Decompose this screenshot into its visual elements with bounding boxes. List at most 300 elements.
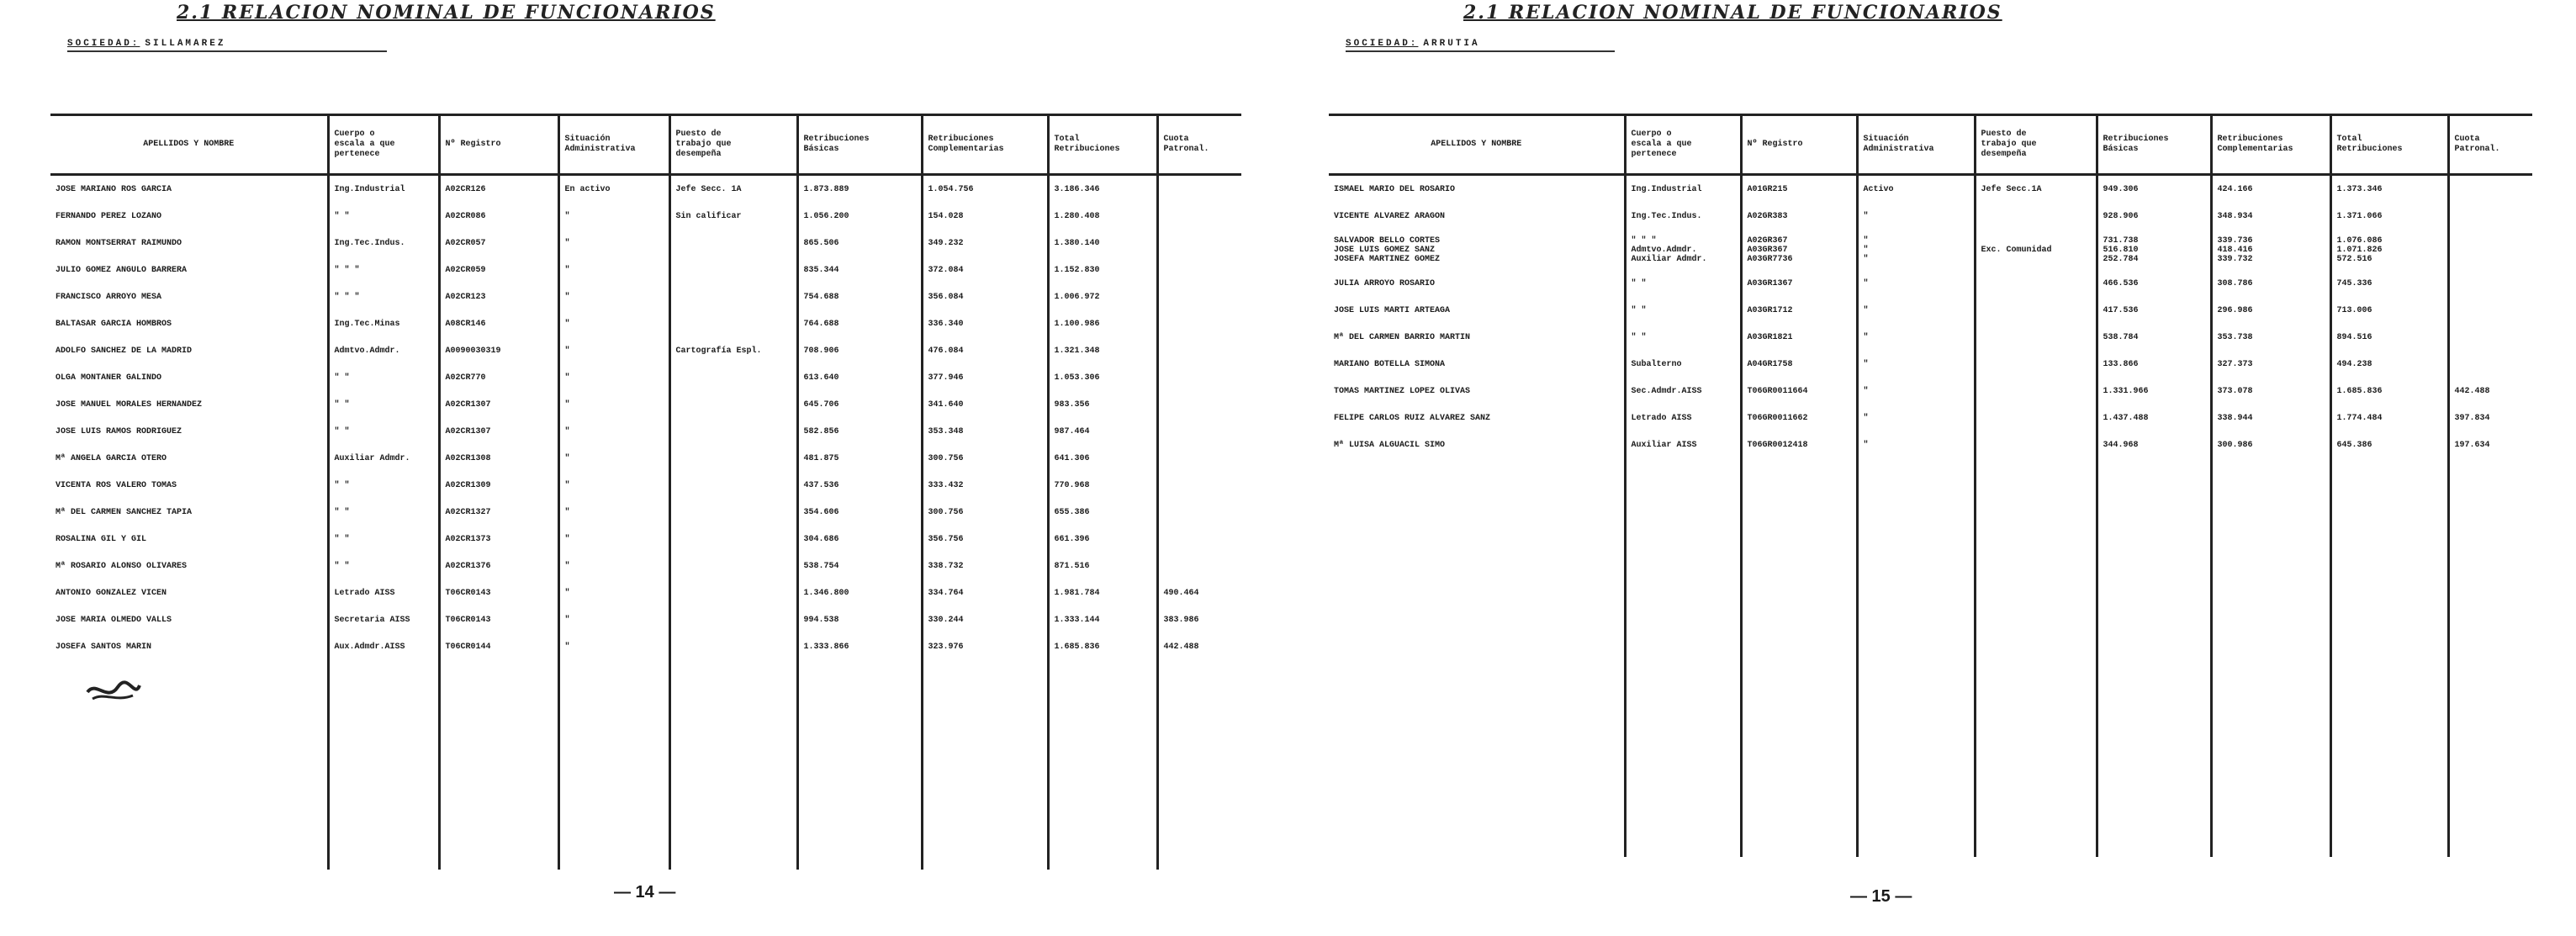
table-cell: [1975, 297, 2097, 324]
table-cell: [669, 472, 797, 499]
entity-value: SILLAMAREZ: [145, 39, 226, 49]
table-cell: Letrado AISS: [1625, 405, 1741, 431]
table-cell: [1157, 175, 1241, 204]
table-cell: [669, 256, 797, 283]
table-cell: A01GR215: [1741, 175, 1857, 204]
table-cell: A02CR1327: [439, 499, 558, 526]
table-row: [1329, 230, 2532, 270]
table-cell: 1.981.784: [1048, 579, 1157, 606]
table-cell: 770.968: [1048, 472, 1157, 499]
column-header: Retribuciones Complementarias: [2211, 115, 2330, 175]
table-cell: 197.634: [2448, 431, 2532, 458]
table-cell: 353.348: [922, 418, 1048, 445]
page-left: [34, 0, 1262, 936]
table-cell: 1.280.408: [1048, 203, 1157, 230]
table-cell: 300.756: [922, 499, 1048, 526]
table-cell: 373.078: [2211, 378, 2330, 405]
table-cell: ": [1857, 324, 1975, 351]
table-cell: 333.432: [922, 472, 1048, 499]
table-cell: " ": [1625, 297, 1741, 324]
table-cell: ROSALINA GIL Y GIL: [56, 534, 147, 544]
table-cell: 3.186.346: [1048, 175, 1157, 204]
table-cell: ": [1857, 297, 1975, 324]
table-cell: 133.866: [2097, 351, 2211, 378]
table-cell: 442.488: [1157, 633, 1241, 660]
table-cell: Ing.Tec.Indus.: [328, 230, 439, 256]
table-row: [1329, 405, 2532, 431]
table-cell: [797, 660, 922, 870]
table-cell: TOMAS MARTINEZ LOPEZ OLIVAS: [1334, 386, 1471, 396]
table-row: [50, 445, 1241, 472]
table-cell: 745.336: [2330, 270, 2448, 297]
table-cell: 1.437.488: [2097, 405, 2211, 431]
table-cell: 1.346.800: [797, 579, 922, 606]
table-cell: 1.331.966: [2097, 378, 2211, 405]
table-cell: [439, 660, 558, 870]
table-row: [1329, 351, 2532, 378]
table-cell: 300.986: [2211, 431, 2330, 458]
column-header: Nº Registro: [1741, 115, 1857, 175]
table-cell: ": [558, 283, 669, 310]
table-cell: T06GR0012418: [1741, 431, 1857, 458]
table-cell: 731.738 516.810 252.784: [2097, 230, 2211, 270]
table-cell: Jefe Secc. 1A: [669, 175, 797, 204]
table-cell: 1.100.986: [1048, 310, 1157, 337]
table-cell: JOSE LUIS MARTI ARTEAGA: [1334, 305, 1451, 315]
table-cell: ": [558, 579, 669, 606]
table-row: [1329, 297, 2532, 324]
table-row: [50, 203, 1241, 230]
table-cell: 754.688: [797, 283, 922, 310]
table-cell: [1048, 660, 1157, 870]
table-cell: [2448, 270, 2532, 297]
table-cell: ANTONIO GONZALEZ VICEN: [56, 588, 167, 598]
table-row: [50, 230, 1241, 256]
table-cell: 330.244: [922, 606, 1048, 633]
table-cell: 613.640: [797, 364, 922, 391]
table-cell: [669, 230, 797, 256]
table-cell: A02CR126: [439, 175, 558, 204]
table-cell: " ": [328, 553, 439, 579]
table-cell: 645.386: [2330, 431, 2448, 458]
column-header: Retribuciones Básicas: [2097, 115, 2211, 175]
table-cell: A03GR1821: [1741, 324, 1857, 351]
table-cell: A0090030319: [439, 337, 558, 364]
table-cell: T06GR0011664: [1741, 378, 1857, 405]
table-cell: JOSE MANUEL MORALES HERNANDEZ: [56, 399, 203, 410]
table-cell: [1157, 472, 1241, 499]
table-cell: " ": [328, 499, 439, 526]
handwritten-mark-icon: [84, 677, 143, 707]
table-cell: ": [1857, 270, 1975, 297]
table-cell: 538.754: [797, 553, 922, 579]
table-cell: " ": [1625, 324, 1741, 351]
table-cell: 490.464: [1157, 579, 1241, 606]
table-cell: A04GR1758: [1741, 351, 1857, 378]
table-cell: Sin calificar: [669, 203, 797, 230]
table-cell: Mª DEL CARMEN BARRIO MARTIN: [1334, 332, 1471, 342]
table-cell: 538.784: [2097, 324, 2211, 351]
table-cell: Auxiliar AISS: [1625, 431, 1741, 458]
entity-line: [67, 39, 387, 52]
column-header: Cuota Patronal.: [2448, 115, 2532, 175]
table-cell: [669, 660, 797, 870]
page-title: 2.1 RELACION NOMINAL DE FUNCIONARIOS: [177, 2, 716, 24]
table-cell: 708.906: [797, 337, 922, 364]
table-row: [50, 553, 1241, 579]
table-row: [50, 633, 1241, 660]
table-row: [50, 256, 1241, 283]
table-cell: [922, 660, 1048, 870]
table-row: [50, 499, 1241, 526]
table-cell: Subalterno: [1625, 351, 1741, 378]
table-cell: A02CR770: [439, 364, 558, 391]
table-cell: [328, 660, 439, 870]
column-header: Cuerpo o escala a que pertenece: [1625, 115, 1741, 175]
column-header: Situación Administrativa: [1857, 115, 1975, 175]
table-cell: " " ": [328, 256, 439, 283]
table-cell: 987.464: [1048, 418, 1157, 445]
table-cell: 348.934: [2211, 203, 2330, 230]
table-cell: [2448, 351, 2532, 378]
column-header: Cuerpo o escala a que pertenece: [328, 115, 439, 175]
table-cell: [669, 553, 797, 579]
table-cell: [669, 418, 797, 445]
table-cell: [558, 660, 669, 870]
table-cell: 341.640: [922, 391, 1048, 418]
table-cell: Ing.Tec.Indus.: [1625, 203, 1741, 230]
table-cell: 327.373: [2211, 351, 2330, 378]
table-cell: ": [558, 499, 669, 526]
table-cell: 1.371.066: [2330, 203, 2448, 230]
table-row: [50, 337, 1241, 364]
table-cell: 894.516: [2330, 324, 2448, 351]
table-cell: [1625, 458, 1741, 857]
table-cell: SALVADOR BELLO CORTES JOSE LUIS GOMEZ SANZ JOSEFA MARTINEZ GOMEZ: [1334, 235, 1441, 264]
table-row: [1329, 378, 2532, 405]
table-cell: " " " Admtvo.Admdr. Auxiliar Admdr.: [1625, 230, 1741, 270]
table-cell: 764.688: [797, 310, 922, 337]
table-cell: 372.084: [922, 256, 1048, 283]
table-cell: A02CR1307: [439, 418, 558, 445]
table-cell: 713.006: [2330, 297, 2448, 324]
table-cell: 1.054.756: [922, 175, 1048, 204]
table-cell: 476.084: [922, 337, 1048, 364]
table-cell: [2448, 324, 2532, 351]
table-cell: [2448, 458, 2532, 857]
table-cell: 655.386: [1048, 499, 1157, 526]
table-cell: 437.536: [797, 472, 922, 499]
table-header-row: [1329, 115, 2532, 175]
table-cell: [2448, 203, 2532, 230]
table-cell: T06GR0011662: [1741, 405, 1857, 431]
table-cell: A02CR1309: [439, 472, 558, 499]
table-cell: 334.764: [922, 579, 1048, 606]
table-cell: 424.166: [2211, 175, 2330, 204]
table-row: [1329, 175, 2532, 204]
table-cell: [669, 364, 797, 391]
table-row: [50, 526, 1241, 553]
table-cell: [1157, 526, 1241, 553]
table-cell: [1157, 310, 1241, 337]
table-cell: 154.028: [922, 203, 1048, 230]
table-cell: 383.986: [1157, 606, 1241, 633]
table-cell: ADOLFO SANCHEZ DE LA MADRID: [56, 346, 193, 356]
table-cell: 582.856: [797, 418, 922, 445]
table-cell: A03GR1712: [1741, 297, 1857, 324]
table-cell: 1.373.346: [2330, 175, 2448, 204]
table-cell: 835.344: [797, 256, 922, 283]
table-cell: 356.084: [922, 283, 1048, 310]
entity-label: SOCIEDAD:: [1346, 39, 1419, 49]
table-cell: JOSE MARIA OLMEDO VALLS: [56, 615, 172, 625]
table-cell: ": [558, 391, 669, 418]
table-row: [50, 175, 1241, 204]
table-cell: ": [558, 203, 669, 230]
table-cell: [1975, 378, 2097, 405]
table-cell: Ing.Industrial: [1625, 175, 1741, 204]
table-cell: 871.516: [1048, 553, 1157, 579]
column-header: Puesto de trabajo que desempeña: [669, 115, 797, 175]
column-header: Puesto de trabajo que desempeña: [1975, 115, 2097, 175]
table-row: [50, 283, 1241, 310]
table-cell: JOSE LUIS RAMOS RODRIGUEZ: [56, 426, 182, 436]
table-cell: [669, 445, 797, 472]
entity-label: SOCIEDAD:: [67, 39, 140, 49]
table-cell: JULIA ARROYO ROSARIO: [1334, 278, 1436, 288]
column-header: Nº Registro: [439, 115, 558, 175]
table-cell: " ": [328, 203, 439, 230]
table-cell: 397.834: [2448, 405, 2532, 431]
table-cell: [1975, 405, 2097, 431]
table-cell: 1.006.972: [1048, 283, 1157, 310]
table-cell: [669, 526, 797, 553]
table-cell: OLGA MONTANER GALINDO: [56, 373, 162, 383]
table-cell: Mª ROSARIO ALONSO OLIVARES: [56, 561, 188, 571]
table-cell: [2448, 297, 2532, 324]
table-cell: " ": [328, 364, 439, 391]
table-row: [50, 391, 1241, 418]
table-cell: FELIPE CARLOS RUIZ ALVAREZ SANZ: [1334, 413, 1491, 423]
table-cell: [1975, 203, 2097, 230]
table-cell: " " ": [328, 283, 439, 310]
table-cell: [1157, 445, 1241, 472]
table-cell: ": [558, 230, 669, 256]
table-cell: Sec.Admdr.AISS: [1625, 378, 1741, 405]
table-cell: [1157, 230, 1241, 256]
column-header: Retribuciones Básicas: [797, 115, 922, 175]
table-cell: ": [558, 310, 669, 337]
table-cell: T06CR0143: [439, 606, 558, 633]
table-cell: [669, 391, 797, 418]
entity-value: ARRUTIA: [1423, 39, 1480, 49]
table-cell: 308.786: [2211, 270, 2330, 297]
table-cell: [1157, 256, 1241, 283]
table-cell: Mª ANGELA GARCIA OTERO: [56, 453, 167, 463]
table-body: [1329, 175, 2532, 858]
table-cell: 949.306: [2097, 175, 2211, 204]
table-cell: 645.706: [797, 391, 922, 418]
table-cell: 983.356: [1048, 391, 1157, 418]
table-cell: ": [1857, 203, 1975, 230]
table-body: [50, 175, 1241, 870]
table-cell: Activo: [1857, 175, 1975, 204]
table-cell: ISMAEL MARIO DEL ROSARIO: [1334, 184, 1456, 194]
table-cell: 641.306: [1048, 445, 1157, 472]
table-row: [1329, 324, 2532, 351]
table-cell: Aux.Admdr.AISS: [328, 633, 439, 660]
table-cell: [1157, 499, 1241, 526]
table-cell: " " ": [1857, 230, 1975, 270]
table-cell: Mª DEL CARMEN SANCHEZ TAPIA: [56, 507, 193, 517]
column-header: Total Retribuciones: [1048, 115, 1157, 175]
table-cell: A02GR383: [1741, 203, 1857, 230]
table-cell: 1.076.086 1.071.826 572.516: [2330, 230, 2448, 270]
table-row: [50, 472, 1241, 499]
table-cell: 296.986: [2211, 297, 2330, 324]
table-cell: [1329, 458, 1625, 857]
table-cell: 349.232: [922, 230, 1048, 256]
table-cell: 304.686: [797, 526, 922, 553]
table-cell: 481.875: [797, 445, 922, 472]
column-header: Situación Administrativa: [558, 115, 669, 175]
table-cell: A08CR146: [439, 310, 558, 337]
table-cell: 928.906: [2097, 203, 2211, 230]
entity-line: [1346, 39, 1615, 52]
table-cell: A02GR367 A03GR367 A03GR7736: [1741, 230, 1857, 270]
table-cell: 1.873.889: [797, 175, 922, 204]
table-cell: MARIANO BOTELLA SIMONA: [1334, 359, 1446, 369]
table-cell: 661.396: [1048, 526, 1157, 553]
table-cell: ": [558, 633, 669, 660]
table-header-row: [50, 115, 1241, 175]
table-cell: [1157, 203, 1241, 230]
table-cell: " ": [328, 418, 439, 445]
table-cell: [669, 579, 797, 606]
table-cell: 442.488: [2448, 378, 2532, 405]
page-right: [1312, 0, 2557, 936]
table-cell: ": [1857, 351, 1975, 378]
table-cell: [1975, 351, 2097, 378]
table-cell: Ing.Industrial: [328, 175, 439, 204]
table-cell: [1975, 270, 2097, 297]
table-cell: 466.536: [2097, 270, 2211, 297]
officials-table: [1329, 114, 2532, 857]
table-cell: 1.333.866: [797, 633, 922, 660]
table-cell: Letrado AISS: [328, 579, 439, 606]
page-title: 2.1 RELACION NOMINAL DE FUNCIONARIOS: [1463, 2, 2002, 24]
table-cell: A02CR1373: [439, 526, 558, 553]
table-cell: ": [558, 526, 669, 553]
table-row: [50, 310, 1241, 337]
table-cell: [1975, 324, 2097, 351]
table-cell: 338.944: [2211, 405, 2330, 431]
table-cell: 356.756: [922, 526, 1048, 553]
table-cell: [1157, 364, 1241, 391]
table-cell: Secretaria AISS: [328, 606, 439, 633]
column-header: APELLIDOS Y NOMBRE: [50, 115, 328, 175]
table-cell: 323.976: [922, 633, 1048, 660]
table-cell: ": [1857, 378, 1975, 405]
table-cell: BALTASAR GARCIA HOMBROS: [56, 319, 172, 329]
table-cell: [2448, 175, 2532, 204]
table-cell: ": [558, 418, 669, 445]
table-cell: " ": [328, 391, 439, 418]
table-cell: Jefe Secc.1A: [1975, 175, 2097, 204]
table-cell: A02CR1376: [439, 553, 558, 579]
table-cell: 1.685.836: [2330, 378, 2448, 405]
table-cell: 1.774.484: [2330, 405, 2448, 431]
table-cell: 377.946: [922, 364, 1048, 391]
table-cell: ": [558, 606, 669, 633]
table-cell: RAMON MONTSERRAT RAIMUNDO: [56, 238, 182, 248]
table-cell: 865.506: [797, 230, 922, 256]
table-row: [50, 579, 1241, 606]
table-cell: 353.738: [2211, 324, 2330, 351]
officials-table: [50, 114, 1241, 870]
table-row: [50, 364, 1241, 391]
table-row: [1329, 431, 2532, 458]
table-cell: [1157, 553, 1241, 579]
table-cell: VICENTE ALVAREZ ARAGON: [1334, 211, 1446, 221]
table-cell: JOSE MARIANO ROS GARCIA: [56, 184, 172, 194]
table-cell: 417.536: [2097, 297, 2211, 324]
column-header: APELLIDOS Y NOMBRE: [1329, 115, 1625, 175]
table-cell: [669, 499, 797, 526]
table-cell: ": [558, 364, 669, 391]
table-cell: JOSEFA SANTOS MARIN: [56, 642, 152, 652]
table-cell: En activo: [558, 175, 669, 204]
column-header: Retribuciones Complementarias: [922, 115, 1048, 175]
table-cell: A02CR123: [439, 283, 558, 310]
table-cell: [1157, 283, 1241, 310]
table-cell: [1975, 458, 2097, 857]
table-cell: [1157, 418, 1241, 445]
table-cell: ": [558, 337, 669, 364]
table-cell: ": [558, 553, 669, 579]
page-number: — 14 —: [614, 883, 676, 902]
table-cell: T06CR0144: [439, 633, 558, 660]
page-number: — 15 —: [1850, 887, 1912, 906]
table-cell: " ": [328, 526, 439, 553]
table-row: [1329, 270, 2532, 297]
table-cell: 354.606: [797, 499, 922, 526]
table-cell: A02CR086: [439, 203, 558, 230]
table-cell: VICENTA ROS VALERO TOMAS: [56, 480, 177, 490]
table-cell: [1975, 431, 2097, 458]
table-row: [50, 418, 1241, 445]
table-cell: [2448, 230, 2532, 270]
table-cell: 300.756: [922, 445, 1048, 472]
empty-filler-row: [1329, 458, 2532, 857]
table-cell: [1157, 660, 1241, 870]
table-cell: 1.053.306: [1048, 364, 1157, 391]
table-row: [50, 606, 1241, 633]
table-cell: [669, 310, 797, 337]
table-cell: 344.968: [2097, 431, 2211, 458]
table-cell: ": [1857, 431, 1975, 458]
table-cell: Admtvo.Admdr.: [328, 337, 439, 364]
table-cell: Ing.Tec.Minas: [328, 310, 439, 337]
table-cell: [1157, 337, 1241, 364]
table-cell: ": [558, 445, 669, 472]
table-cell: 1.056.200: [797, 203, 922, 230]
table-cell: ": [1857, 405, 1975, 431]
table-row: [1329, 203, 2532, 230]
table-cell: FRANCISCO ARROYO MESA: [56, 292, 162, 302]
table-cell: [2330, 458, 2448, 857]
table-cell: [669, 633, 797, 660]
